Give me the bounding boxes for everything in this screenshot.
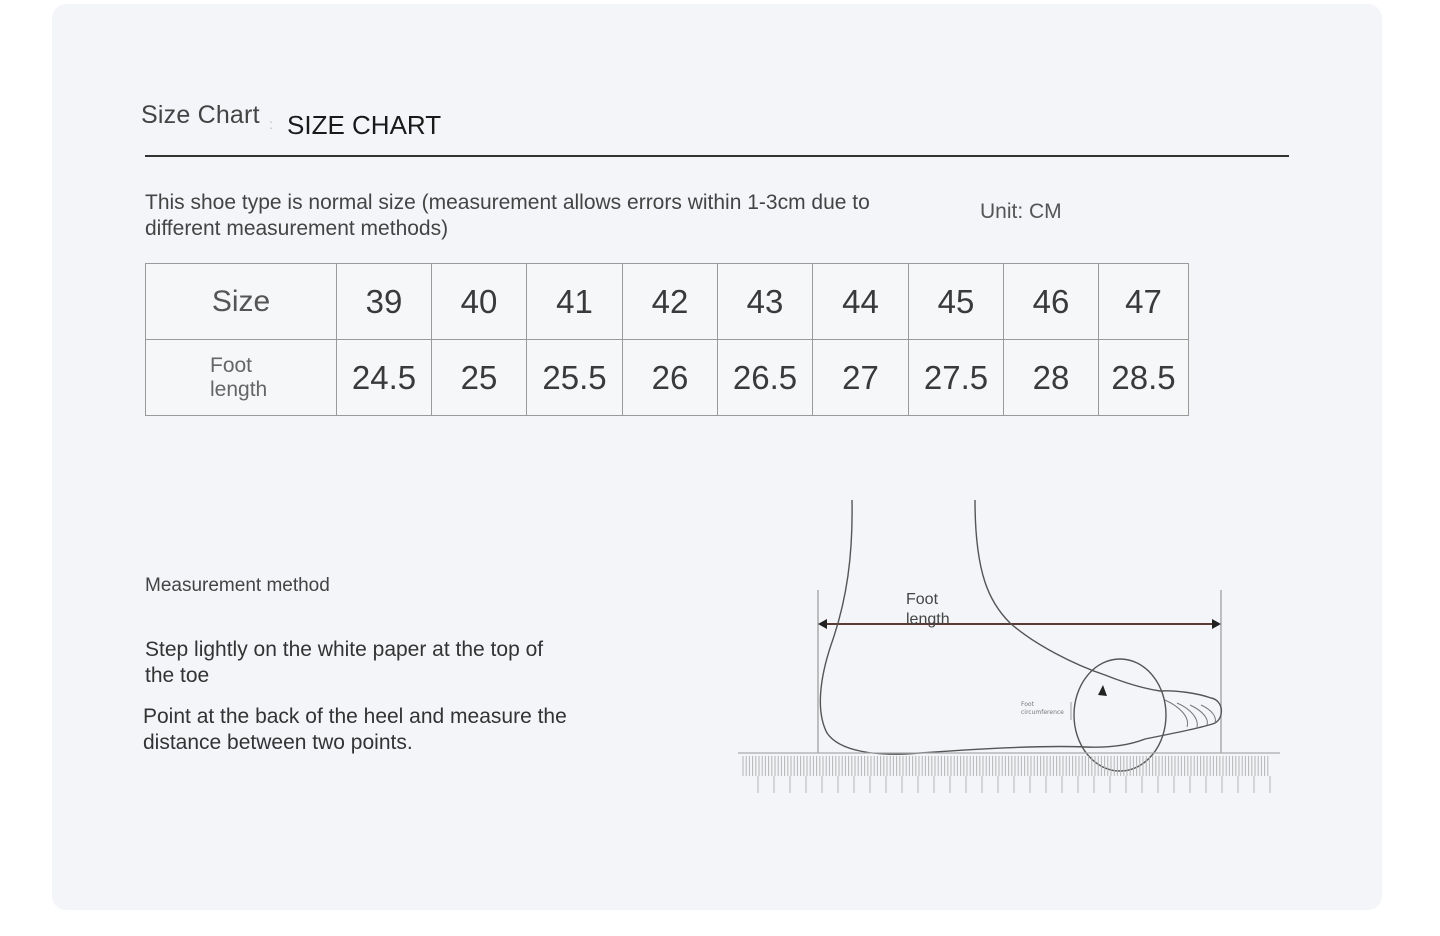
foot-outline [820,500,1221,754]
foot-length-cell: 25 [432,340,527,416]
table-row-size [146,264,1189,340]
arrowhead-left [818,619,827,629]
row-label-size: Size [146,264,337,340]
row-label-foot-length-line1: Foot [210,353,253,377]
unit-label: Unit: CM [980,200,1062,223]
size-cell: 47 [1099,264,1189,340]
foot-length-cell: 28 [1004,340,1099,416]
foot-length-label-line2: length [906,611,950,628]
foot-length-cell: 27 [813,340,909,416]
arrowhead-right [1212,619,1221,629]
size-cell: 44 [813,264,909,340]
size-note: This shoe type is normal size (measurement allows errors within 1-3cm due to different measurement methods) [145,191,870,240]
size-table [145,263,1189,416]
table-row-foot-length [146,340,1189,416]
measurement-step-1: Step lightly on the white paper at the top of the toe [145,638,544,687]
foot-length-cell: 25.5 [527,340,623,416]
title-separator: : [269,116,273,132]
foot-length-cell: 24.5 [337,340,432,416]
loop-arrowhead [1098,685,1107,696]
measurement-method-title: Measurement method [145,575,330,596]
title-divider [145,155,1289,157]
foot-measurement-illustration [735,495,1285,800]
circumference-label: Foot [1021,701,1034,708]
foot-length-cell: 26.5 [718,340,813,416]
size-cell: 42 [623,264,718,340]
ruler [743,756,1270,793]
measurement-step-2: Point at the back of the heel and measure the distance between two points. [143,705,567,754]
foot-length-cell: 26 [623,340,718,416]
size-cell: 39 [337,264,432,340]
size-cell: 43 [718,264,813,340]
row-label-foot-length-line2: length [210,377,268,401]
foot-length-label [906,590,950,630]
foot-length-cell: 28.5 [1099,340,1189,416]
row-label-foot-length [146,340,337,416]
foot-length-label-line1: Foot [906,591,939,608]
size-cell: 40 [432,264,527,340]
size-cell: 41 [527,264,623,340]
size-cell: 45 [909,264,1004,340]
page-title: Size Chart [141,101,260,129]
page-title-caps: SIZE CHART [287,110,442,140]
foot-circumference-loop [1074,659,1166,771]
size-cell: 46 [1004,264,1099,340]
circumference-label-2: circumference [1021,709,1064,716]
toe-lines [1165,700,1215,727]
foot-length-cell: 27.5 [909,340,1004,416]
